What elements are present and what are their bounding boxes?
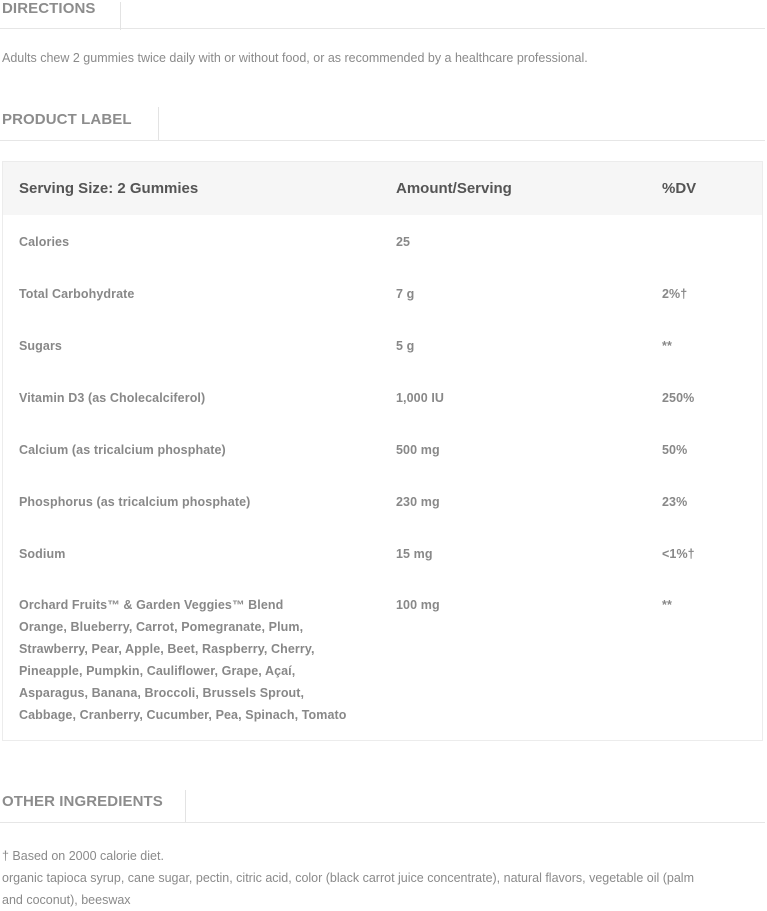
nutrient-name: Calories <box>19 235 70 249</box>
blend-line: Strawberry, Pear, Apple, Beet, Raspberry, Cherry, <box>19 642 315 656</box>
other-ingredients-text <box>2 845 762 911</box>
table-header <box>3 162 762 215</box>
ingredients-line: and coconut), beeswax <box>2 893 131 907</box>
amount-header: Amount/Serving <box>396 180 512 197</box>
calorie-footnote: † Based on 2000 calorie diet. <box>2 849 164 863</box>
supplement-facts-table <box>2 161 763 741</box>
nutrient-amount: 5 g <box>396 339 415 353</box>
blend-amount: 100 mg <box>396 598 440 612</box>
nutrient-name: Calcium (as tricalcium phosphate) <box>19 443 226 457</box>
directions-section-header <box>0 0 765 29</box>
nutrient-amount: 230 mg <box>396 495 440 509</box>
blend-line: Orange, Blueberry, Carrot, Pomegranate, Plum, <box>19 620 304 634</box>
nutrient-amount: 15 mg <box>396 547 433 561</box>
nutrient-name: Vitamin D3 (as Cholecalciferol) <box>19 391 206 405</box>
nutrient-dv: 23% <box>662 495 688 509</box>
nutrient-dv: 2%† <box>662 287 688 301</box>
blend-line: Pineapple, Pumpkin, Cauliflower, Grape, Açaí, <box>19 664 296 678</box>
nutrient-amount: 7 g <box>396 287 415 301</box>
nutrient-amount: 500 mg <box>396 443 440 457</box>
other-ingredients-title: OTHER INGREDIENTS <box>0 790 186 822</box>
blend-ingredients <box>19 594 347 726</box>
nutrient-dv: <1%† <box>662 547 695 561</box>
blend-line: Cabbage, Cranberry, Cucumber, Pea, Spinach, Tomato <box>19 708 347 722</box>
nutrient-name: Phosphorus (as tricalcium phosphate) <box>19 495 251 509</box>
serving-size-header: Serving Size: 2 Gummies <box>19 180 199 197</box>
ingredients-line: organic tapioca syrup, cane sugar, pectin, citric acid, color (black carrot juice concentrate), natural flavors, vegetable oil (palm <box>2 871 694 885</box>
directions-title: DIRECTIONS <box>0 2 121 30</box>
blend-dv: ** <box>662 598 672 612</box>
directions-text: Adults chew 2 gummies twice daily with or without food, or as recommended by a healthcare professional. <box>2 51 588 65</box>
blend-line: Asparagus, Banana, Broccoli, Brussels Sprout, <box>19 686 305 700</box>
nutrient-name: Total Carbohydrate <box>19 287 135 301</box>
nutrient-dv: 50% <box>662 443 688 457</box>
product-label-section-header <box>0 107 765 141</box>
nutrient-name: Sodium <box>19 547 66 561</box>
product-label-title: PRODUCT LABEL <box>0 107 159 140</box>
nutrient-name: Sugars <box>19 339 62 353</box>
nutrient-amount: 25 <box>396 235 411 249</box>
nutrient-amount: 1,000 IU <box>396 391 445 405</box>
dv-header: %DV <box>662 180 697 197</box>
nutrient-dv: ** <box>662 339 672 353</box>
blend-title: Orchard Fruits™ & Garden Veggies™ Blend <box>19 598 284 612</box>
other-ingredients-section-header <box>0 790 765 823</box>
nutrient-dv: 250% <box>662 391 695 405</box>
